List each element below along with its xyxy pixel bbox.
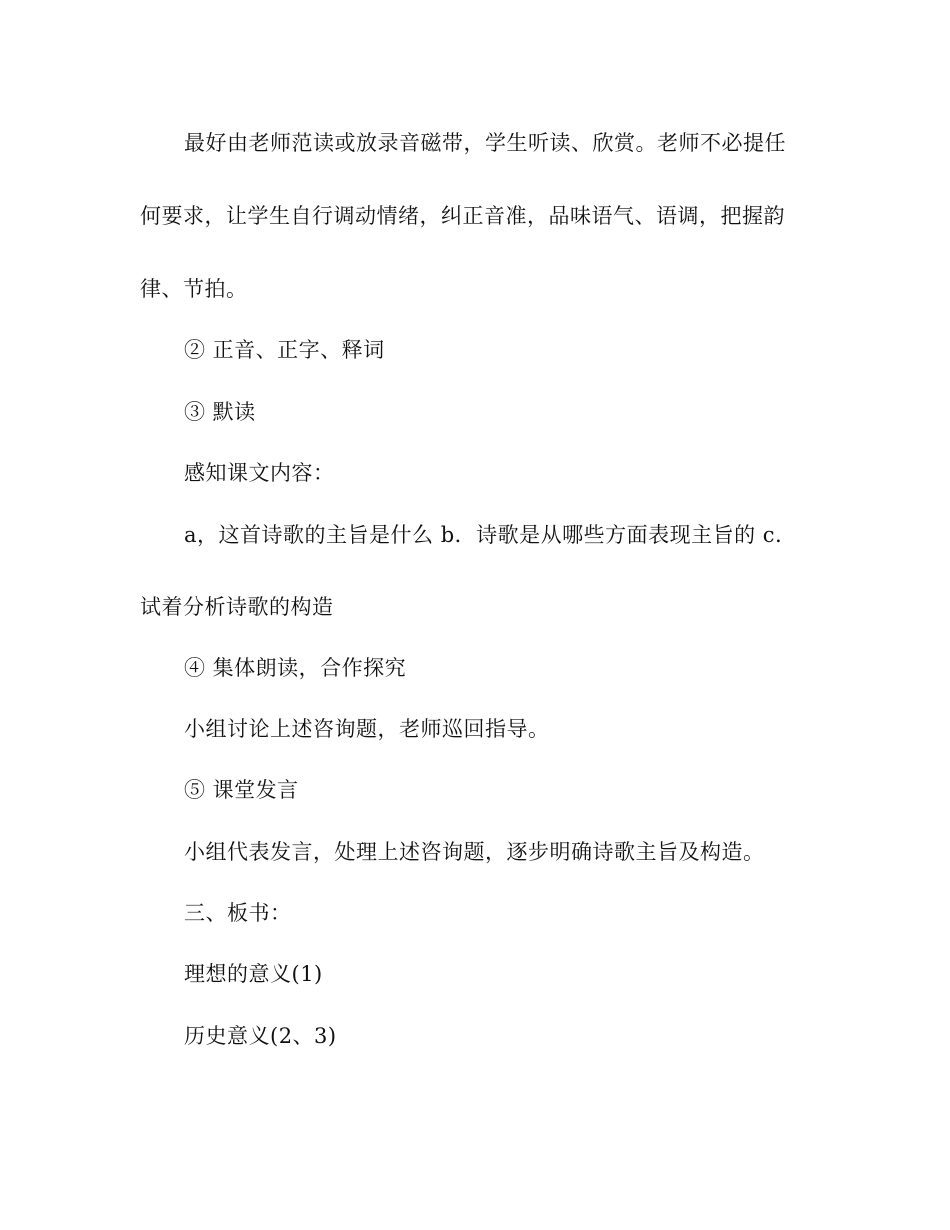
perceive-content-label: 感知课文内容：: [184, 461, 335, 485]
group-discussion-text: 小组讨论上述咨询题，老师巡回指导。: [184, 717, 550, 741]
board-item-2: 历史意义(2、3): [184, 1024, 337, 1048]
questions-line-1: a，这首诗歌的主旨是什么 b．诗歌是从哪些方面表现主旨的 c．: [184, 523, 797, 547]
paragraph-1-line-2: 何要求，让学生自行调动情绪，纠正音准，品味语气、语调，把握韵: [140, 204, 785, 228]
step-5-heading: ⑤ 课堂发言: [184, 778, 299, 802]
questions-line-2: 试着分析诗歌的构造: [140, 595, 334, 619]
paragraph-1-line-3: 律、节拍。: [140, 277, 248, 301]
section-3-heading: 三、板书：: [184, 901, 292, 925]
step-3-heading: ③ 默读: [184, 400, 256, 424]
step-4-heading: ④ 集体朗读，合作探究: [184, 656, 407, 680]
step-2-heading: ② 正音、正字、释词: [184, 338, 385, 362]
paragraph-1-line-1: 最好由老师范读或放录音磁带，学生听读、欣赏。老师不必提任: [184, 131, 786, 155]
board-item-1: 理想的意义(1): [184, 962, 323, 986]
group-representative-text: 小组代表发言，处理上述咨询题，逐步明确诗歌主旨及构造。: [184, 840, 765, 864]
